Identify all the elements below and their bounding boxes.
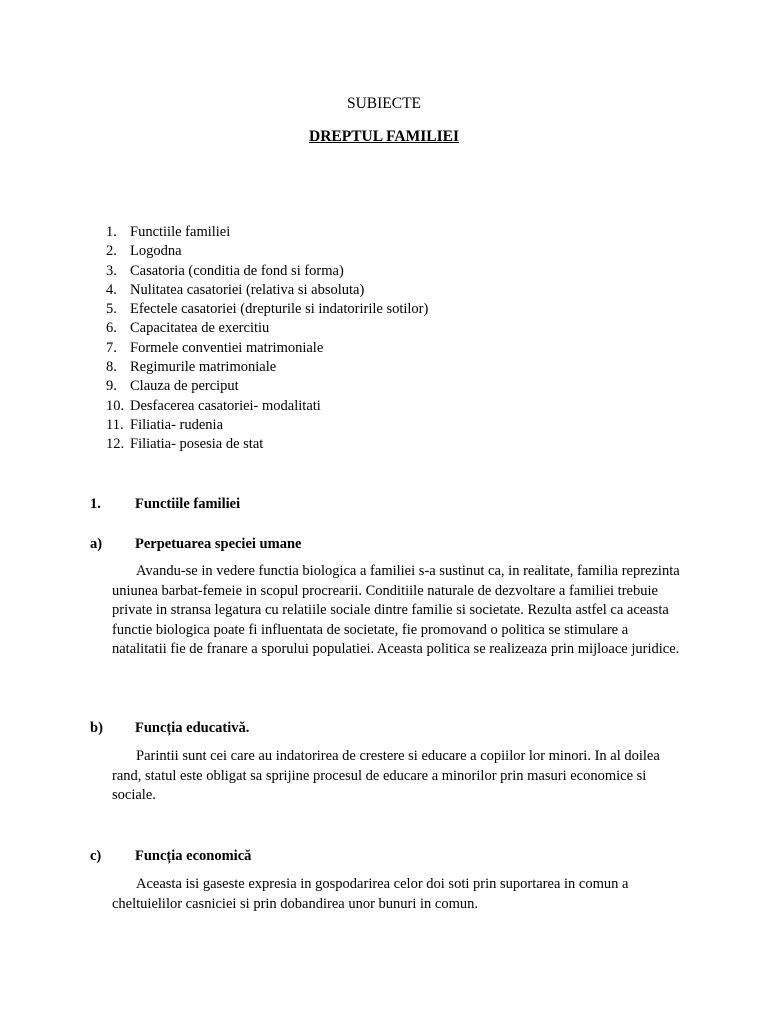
toc-item-number: 1. bbox=[106, 224, 117, 240]
toc-item-text: Efectele casatoriei (drepturile si indatoririle sotilor) bbox=[130, 301, 429, 318]
subsection-title: Perpetuarea speciei umane bbox=[135, 536, 302, 552]
toc-item-number: 8. bbox=[106, 359, 117, 376]
toc-item-text: Formele conventiei matrimoniale bbox=[130, 339, 324, 356]
section-number: 1. bbox=[90, 496, 101, 512]
paragraph: Parintii sunt cei care au indatorirea de crestere si educare a copiilor lor minori. In al doilea rand, statul este obligat sa sprijine procesul de educare a minorilor prin masuri economice si sociale. bbox=[112, 748, 660, 804]
toc-item bbox=[106, 377, 428, 396]
toc-item bbox=[106, 435, 428, 454]
toc-item-text: Desfacerea casatoriei- modalitati bbox=[130, 397, 321, 414]
toc-item-number: 10. bbox=[106, 397, 125, 414]
toc-item-text: Casatoria (conditia de fond si forma) bbox=[130, 262, 344, 279]
toc-item-number: 6. bbox=[106, 320, 117, 337]
toc-item bbox=[106, 281, 428, 300]
subsection-letter: b) bbox=[90, 720, 103, 736]
toc-item bbox=[106, 339, 428, 358]
section-title: Functiile familiei bbox=[135, 496, 241, 512]
toc-item-text: Clauza de perciput bbox=[130, 378, 239, 395]
toc-item-number: 5. bbox=[106, 301, 117, 318]
toc-item bbox=[106, 300, 428, 319]
toc-item-text: Filiatia- posesia de stat bbox=[130, 436, 264, 453]
subsection-heading bbox=[90, 718, 249, 738]
toc-item-text: Nulitatea casatoriei (relativa si absoluta) bbox=[130, 281, 365, 298]
subsection-letter: a) bbox=[90, 536, 103, 552]
document-subtitle: DREPTUL FAMILIEI bbox=[309, 128, 459, 145]
toc-item bbox=[106, 262, 428, 281]
toc-item-number: 11. bbox=[106, 416, 124, 433]
toc-item-number: 12. bbox=[106, 436, 125, 453]
toc-item bbox=[106, 358, 428, 377]
subsection-heading bbox=[90, 534, 301, 554]
toc-item-text: Capacitatea de exercitiu bbox=[130, 320, 270, 337]
toc-item-text: Logodna bbox=[130, 243, 182, 260]
subsection-heading bbox=[90, 846, 251, 866]
toc-item bbox=[106, 319, 428, 338]
subsection-title: Funcția economică bbox=[135, 848, 252, 864]
toc-item-number: 4. bbox=[106, 281, 117, 298]
toc-item-text: Functiile familiei bbox=[130, 224, 231, 240]
toc-item bbox=[106, 223, 428, 242]
document-title: SUBIECTE bbox=[346, 95, 422, 112]
toc-item-number: 9. bbox=[106, 378, 117, 395]
toc-item bbox=[106, 242, 428, 261]
toc-item-number: 7. bbox=[106, 339, 117, 356]
toc-item-number: 3. bbox=[106, 262, 117, 279]
toc-item-text: Filiatia- rudenia bbox=[130, 416, 224, 433]
subsection-title: Funcția educativă. bbox=[135, 720, 250, 736]
section-heading bbox=[90, 494, 240, 514]
toc-item-text: Regimurile matrimoniale bbox=[130, 359, 277, 376]
subsection-letter: c) bbox=[90, 848, 102, 864]
toc-item bbox=[106, 416, 428, 435]
toc-item-number: 2. bbox=[106, 243, 117, 260]
paragraph: Aceasta isi gaseste expresia in gospodarirea celor doi soti prin suportarea in comun a cheltuielilor casniciei si prin dobandirea unor bunuri in comun. bbox=[112, 876, 629, 912]
toc-item bbox=[106, 397, 428, 416]
table-of-contents bbox=[106, 223, 428, 455]
paragraph: Avandu-se in vedere functia biologica a familiei s-a sustinut ca, in realitate, familia reprezinta uniunea barbat-femeie in scopul procrearii. Conditiile naturale de dezvoltare a familiei trebuie private in stransa legatura cu relatiile sociale dintre familie si societate. Rezulta astfel ca aceasta functie biologica poate fi influentata de societate, fie promovand o politica se stimulare a natalitatii fie de franare a sporului populatiei. Aceasta politica se realizeaza prin mijloace juridice. bbox=[112, 563, 680, 658]
